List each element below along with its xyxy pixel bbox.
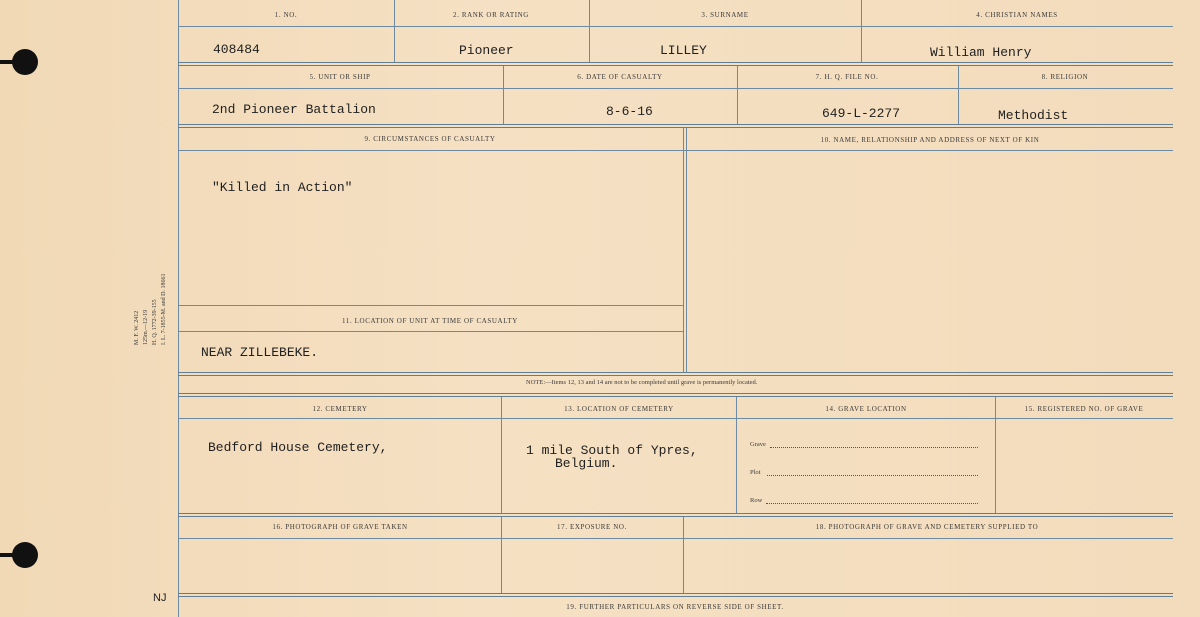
value-unit: 2nd Pioneer Battalion [212, 102, 376, 117]
rule [178, 372, 1173, 376]
note-text: NOTE:—Items 12, 13 and 14 are not to be completed until grave is permanently located. [526, 379, 758, 386]
rule [686, 128, 687, 372]
plot-dotted-line [767, 475, 978, 476]
header-file-no: 7. H. Q. FILE NO. [815, 73, 879, 81]
punch-hole-top [12, 49, 38, 75]
header-exposure-no: 17. EXPOSURE NO. [557, 523, 627, 531]
rule [178, 26, 1173, 27]
value-christian-names: William Henry [930, 45, 1032, 60]
rule [737, 66, 738, 124]
rule [178, 513, 1173, 517]
margin-print-2: 125m.—12-19 [143, 309, 149, 345]
rule [861, 0, 862, 62]
rule [958, 66, 959, 124]
rule [178, 593, 1173, 597]
rule [178, 305, 683, 306]
rule [178, 331, 683, 332]
value-rank: Pioneer [459, 43, 514, 58]
grave-dotted-line [770, 447, 978, 448]
rule [683, 128, 684, 372]
header-christian-names: 4. CHRISTIAN NAMES [976, 11, 1058, 19]
punch-hole-bottom [12, 542, 38, 568]
rule [178, 88, 1173, 89]
initials: NJ [153, 592, 167, 604]
value-circumstances: "Killed in Action" [212, 180, 353, 195]
value-location-cemetery-line2: Belgium. [555, 456, 618, 471]
header-rank: 2. RANK OR RATING [453, 11, 529, 19]
header-circumstances: 9. CIRCUMSTANCES OF CASUALTY [364, 135, 496, 143]
grave-label: Grave [750, 441, 766, 448]
value-religion: Methodist [998, 108, 1069, 123]
plot-label: Plot [750, 469, 761, 476]
rule [501, 397, 502, 513]
header-surname: 3. SURNAME [701, 11, 749, 19]
rule [178, 150, 1173, 151]
rule [178, 124, 1173, 128]
value-file-no: 649-L-2277 [822, 106, 901, 121]
header-unit: 5. UNIT OR SHIP [309, 73, 371, 81]
row-label: Row [750, 497, 763, 504]
value-location-unit: NEAR ZILLEBEKE. [201, 345, 319, 360]
header-religion: 8. RELIGION [1041, 73, 1089, 81]
rule [178, 393, 1173, 397]
rule [394, 0, 395, 62]
rule [178, 538, 1173, 539]
header-photo-supplied: 18. PHOTOGRAPH OF GRAVE AND CEMETERY SUPPLIED TO [815, 523, 1039, 531]
value-date: 8-6-16 [606, 104, 653, 119]
header-location-cemetery: 13. LOCATION OF CEMETERY [564, 405, 674, 413]
header-next-of-kin: 10. NAME, RELATIONSHIP AND ADDRESS OF NEXT OF KIN [820, 136, 1040, 144]
header-date: 6. DATE OF CASUALTY [577, 73, 663, 81]
rule [178, 418, 1173, 419]
margin-print-3: H. Q. 1772-39-155 [152, 299, 158, 345]
margin-print-4: I. L. 7-1855-M. and D. 18661 [161, 273, 167, 345]
header-photo-taken: 16. PHOTOGRAPH OF GRAVE TAKEN [272, 523, 408, 531]
rule [178, 62, 1173, 66]
value-cemetery: Bedford House Cemetery, [208, 440, 388, 455]
header-cemetery: 12. CEMETERY [312, 405, 368, 413]
header-no: 1. NO. [274, 11, 298, 19]
header-location-unit: 11. LOCATION OF UNIT AT TIME OF CASUALTY [342, 317, 518, 325]
rule [683, 517, 684, 593]
header-grave-location: 14. GRAVE LOCATION [825, 405, 907, 413]
rule [501, 517, 502, 593]
margin-print-1: M. F. W. 2412 [134, 310, 140, 345]
footer-further-particulars: 19. FURTHER PARTICULARS ON REVERSE SIDE OF SHEET. [566, 603, 784, 611]
rule [995, 397, 996, 513]
value-no: 408484 [213, 42, 260, 57]
rule [736, 397, 737, 513]
form-left-border [178, 0, 179, 617]
header-registered-no: 15. REGISTERED NO. OF GRAVE [1024, 405, 1144, 413]
value-surname: LILLEY [660, 43, 707, 58]
row-dotted-line [766, 503, 978, 504]
value-location-cemetery-line1: 1 mile South of Ypres, [526, 443, 698, 458]
rule [589, 0, 590, 62]
rule [503, 66, 504, 124]
